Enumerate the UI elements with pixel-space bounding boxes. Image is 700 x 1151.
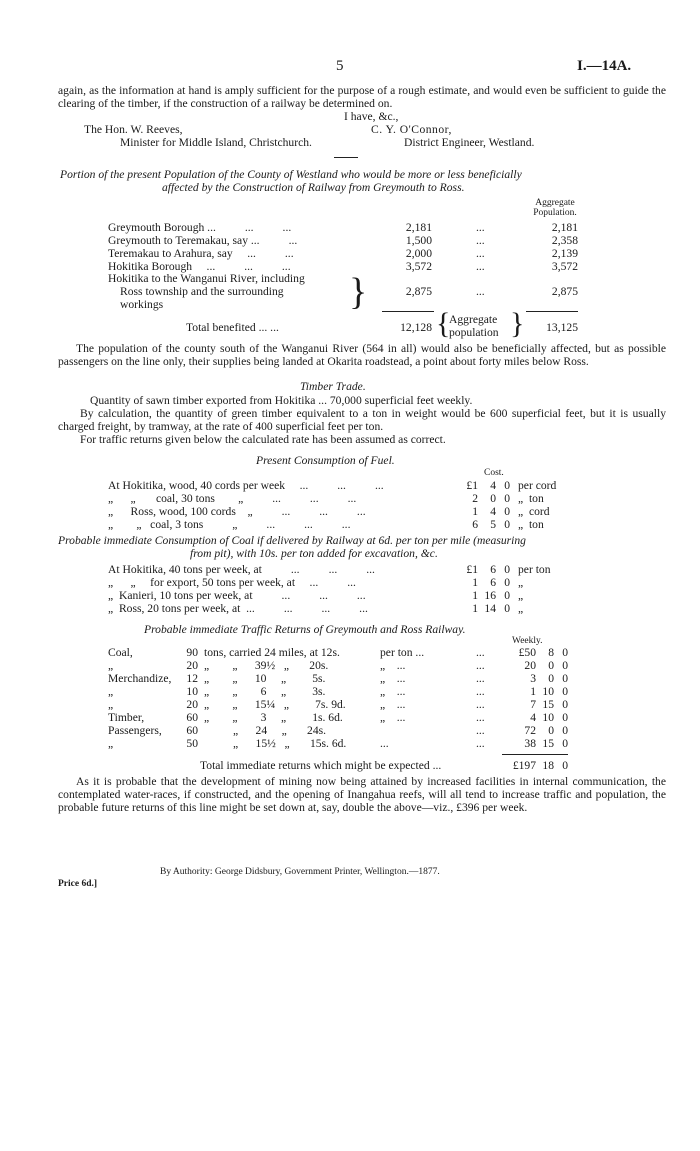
traffic-row-dots: ... bbox=[476, 646, 485, 659]
traffic-row-pence: 0 bbox=[562, 711, 568, 724]
traffic-row-pounds: £50 bbox=[518, 646, 536, 659]
traffic-row-per: „ ... bbox=[380, 711, 406, 724]
traffic-row-per: „ ... bbox=[380, 659, 406, 672]
traffic-row-pounds: 3 bbox=[530, 672, 536, 685]
fuel-row-pence: 0 bbox=[504, 492, 510, 505]
traffic-total-label: Total immediate returns which might be expected ... bbox=[200, 759, 442, 772]
traffic-row-quantity: 50 bbox=[186, 737, 198, 750]
population-row-dots: ... bbox=[476, 234, 485, 247]
fuel-cost-head: Cost. bbox=[484, 468, 504, 478]
traffic-row-rate: „ „ 15¼ „ 7s. 9d. bbox=[204, 698, 346, 711]
timber-heading: Timber Trade. bbox=[300, 380, 366, 393]
population-row-aggregate: 2,139 bbox=[551, 247, 578, 260]
traffic-row-quantity: 10 bbox=[186, 685, 198, 698]
traffic-row-quantity: 60 bbox=[186, 711, 198, 724]
total-aggregate-label-1: Aggregate bbox=[449, 313, 498, 326]
fuel-row-shillings: 5 bbox=[490, 518, 496, 531]
timber-line-1: Quantity of sawn timber exported from Hokitika ... 70,000 superficial feet weekly. bbox=[90, 394, 473, 407]
coal-row-pounds: 1 bbox=[472, 602, 478, 615]
timber-line-3: For traffic returns given below the calculated rate has been assumed as correct. bbox=[80, 433, 446, 446]
traffic-row-rate: „ 24 „ 24s. bbox=[204, 724, 327, 737]
traffic-row-dots: ... bbox=[476, 737, 485, 750]
traffic-row-shillings: 15 bbox=[542, 737, 554, 750]
traffic-row-shillings: 15 bbox=[542, 698, 554, 711]
addressee-name: The Hon. W. Reeves, bbox=[84, 123, 183, 136]
population-row-value: 2,000 bbox=[405, 247, 432, 260]
sign-off: I have, &c., bbox=[344, 110, 399, 123]
population-rule-2 bbox=[526, 311, 578, 312]
fuel-row-label: „ „ coal, 3 tons „ ... ... ... bbox=[108, 518, 351, 531]
traffic-row-quantity: 20 bbox=[186, 698, 198, 711]
traffic-row-item: „ bbox=[108, 737, 114, 750]
south-population-paragraph: The population of the county south of the Wanganui River (564 in all) would also be beneficially affected, but as possible passengers on the line only, their supplies being landed at Okarita roadstead, a point about forty miles below Ross. bbox=[58, 342, 666, 368]
traffic-row-item: Timber, bbox=[108, 711, 145, 724]
traffic-row-pence: 0 bbox=[562, 698, 568, 711]
intro-paragraph: again, as the information at hand is amply sufficient for the purpose of a rough estimate, and would even be sufficient to guide the clearing of the timber, if the construction of a railway be determined on. bbox=[58, 84, 666, 110]
traffic-row-pounds: 72 bbox=[524, 724, 536, 737]
traffic-weekly-head: Weekly. bbox=[512, 636, 543, 646]
traffic-row-shillings: 0 bbox=[548, 724, 554, 737]
coal-row-unit: „ bbox=[518, 602, 524, 615]
fuel-row-pounds: 6 bbox=[472, 518, 478, 531]
coal-row-label: „ „ for export, 50 tons per week, at ... ... bbox=[108, 576, 356, 589]
fuel-row-unit: per cord bbox=[518, 479, 557, 492]
population-row-label: Teremakau to Arahura, say ... ... bbox=[108, 247, 294, 260]
ross-label-1: Hokitika to the Wanganui River, including bbox=[108, 272, 305, 285]
coal-row-shillings: 6 bbox=[490, 563, 496, 576]
traffic-row-rate: „ „ 6 „ 3s. bbox=[204, 685, 326, 698]
ross-dots: ... bbox=[476, 285, 485, 298]
traffic-row-shillings: 0 bbox=[548, 659, 554, 672]
fuel-row-label: „ „ coal, 30 tons „ ... ... ... bbox=[108, 492, 357, 505]
traffic-row-pounds: 7 bbox=[530, 698, 536, 711]
signer-name: C. Y. O'Connor, bbox=[371, 123, 452, 136]
coal-row-pence: 0 bbox=[504, 602, 510, 615]
population-heading-line-2: affected by the Construction of Railway from Greymouth to Ross. bbox=[162, 181, 465, 194]
fuel-row-label: At Hokitika, wood, 40 cords per week ... ... ... bbox=[108, 479, 384, 492]
population-row-label: Hokitika Borough ... ... ... bbox=[108, 260, 291, 273]
coal-row-pounds: 1 bbox=[472, 576, 478, 589]
traffic-row-pounds: 38 bbox=[524, 737, 536, 750]
traffic-row-rate: „ „ 39½ „ 20s. bbox=[204, 659, 329, 672]
traffic-row-pounds: 20 bbox=[524, 659, 536, 672]
traffic-row-rate: „ „ 10 „ 5s. bbox=[204, 672, 326, 685]
timber-paragraph: By calculation, the quantity of green timber equivalent to a ton in weight would be 600 superficial feet, but it is usually charged freight, by tramway, at the rate of 400 superficial feet per ton. bbox=[58, 407, 666, 433]
coal-row-label: At Hokitika, 40 tons per week, at ... ... ... bbox=[108, 563, 375, 576]
signer-title: District Engineer, Westland. bbox=[404, 136, 535, 149]
coal-row-pence: 0 bbox=[504, 563, 510, 576]
total-aggregate-label-2: population bbox=[449, 326, 499, 339]
fuel-row-pence: 0 bbox=[504, 518, 510, 531]
traffic-row-per: per ton ... bbox=[380, 646, 425, 659]
fuel-row-unit: „ ton bbox=[518, 518, 544, 531]
fuel-row-pence: 0 bbox=[504, 505, 510, 518]
population-row-dots: ... bbox=[476, 260, 485, 273]
coal-heading-line-1: Probable immediate Consumption of Coal if delivered by Railway at 6d. per ton per mile (measuring bbox=[58, 534, 526, 547]
population-rule-1 bbox=[382, 311, 434, 312]
traffic-row-pounds: 4 bbox=[530, 711, 536, 724]
aggregate-column-head-1: Aggregate bbox=[535, 198, 575, 208]
traffic-row-pence: 0 bbox=[562, 659, 568, 672]
fuel-heading: Present Consumption of Fuel. bbox=[256, 454, 395, 467]
traffic-row-per: „ ... bbox=[380, 672, 406, 685]
traffic-row-quantity: 90 bbox=[186, 646, 198, 659]
coal-row-label: „ Ross, 20 tons per week, at ... ... ... ... bbox=[108, 602, 368, 615]
total-aggregate-value: 13,125 bbox=[546, 321, 578, 334]
coal-row-unit: „ bbox=[518, 589, 524, 602]
coal-row-label: „ Kanieri, 10 tons per week, at ... ... ... bbox=[108, 589, 366, 602]
population-row-aggregate: 2,181 bbox=[551, 221, 578, 234]
section-divider bbox=[334, 157, 358, 158]
population-row-value: 1,500 bbox=[405, 234, 432, 247]
traffic-total-pence: 0 bbox=[562, 759, 568, 772]
coal-row-shillings: 16 bbox=[484, 589, 496, 602]
coal-row-pounds: £1 bbox=[466, 563, 478, 576]
fuel-row-shillings: 4 bbox=[490, 479, 496, 492]
fuel-row-shillings: 4 bbox=[490, 505, 496, 518]
traffic-row-per: „ ... bbox=[380, 685, 406, 698]
traffic-row-shillings: 10 bbox=[542, 685, 554, 698]
fuel-row-pence: 0 bbox=[504, 479, 510, 492]
traffic-row-rate: tons, carried 24 miles, at 12s. bbox=[204, 646, 340, 659]
traffic-row-shillings: 8 bbox=[548, 646, 554, 659]
population-row-label: Greymouth Borough ... ... ... bbox=[108, 221, 292, 234]
traffic-row-dots: ... bbox=[476, 659, 485, 672]
population-row-value: 3,572 bbox=[405, 260, 432, 273]
price: Price 6d.] bbox=[58, 879, 98, 889]
coal-row-pence: 0 bbox=[504, 589, 510, 602]
traffic-row-per: ... bbox=[380, 737, 389, 750]
population-row-dots: ... bbox=[476, 221, 485, 234]
aggregate-right-brace: } bbox=[510, 307, 525, 340]
traffic-row-quantity: 12 bbox=[186, 672, 198, 685]
addressee-title: Minister for Middle Island, Christchurch. bbox=[120, 136, 312, 149]
traffic-row-rate: „ „ 3 „ 1s. 6d. bbox=[204, 711, 343, 724]
printer-authority: By Authority: George Didsbury, Government Printer, Wellington.—1877. bbox=[160, 867, 440, 877]
traffic-row-dots: ... bbox=[476, 698, 485, 711]
aggregate-left-brace: { bbox=[436, 307, 451, 340]
coal-row-shillings: 14 bbox=[484, 602, 496, 615]
population-row-dots: ... bbox=[476, 247, 485, 260]
traffic-row-quantity: 20 bbox=[186, 659, 198, 672]
fuel-row-pounds: 1 bbox=[472, 505, 478, 518]
traffic-row-quantity: 60 bbox=[186, 724, 198, 737]
traffic-row-pence: 0 bbox=[562, 724, 568, 737]
traffic-heading: Probable immediate Traffic Returns of Greymouth and Ross Railway. bbox=[144, 623, 466, 636]
traffic-row-dots: ... bbox=[476, 711, 485, 724]
coal-row-unit: „ bbox=[518, 576, 524, 589]
traffic-row-pounds: 1 bbox=[530, 685, 536, 698]
population-row-label: Greymouth to Teremakau, say ... ... bbox=[108, 234, 298, 247]
total-benefited-value: 12,128 bbox=[400, 321, 432, 334]
traffic-row-pence: 0 bbox=[562, 737, 568, 750]
fuel-row-pounds: 2 bbox=[472, 492, 478, 505]
coal-heading-line-2: from pit), with 10s. per ton added for excavation, &c. bbox=[190, 547, 438, 560]
ross-brace: } bbox=[349, 271, 368, 313]
traffic-row-shillings: 0 bbox=[548, 672, 554, 685]
ross-label-3: workings bbox=[120, 298, 164, 311]
fuel-row-label: „ Ross, wood, 100 cords „ ... ... ... bbox=[108, 505, 366, 518]
page-number: 5 bbox=[336, 58, 344, 74]
traffic-row-pence: 0 bbox=[562, 672, 568, 685]
aggregate-column-head-2: Population. bbox=[533, 208, 577, 218]
traffic-row-item: „ bbox=[108, 659, 114, 672]
ross-population: 2,875 bbox=[405, 285, 432, 298]
traffic-row-item: „ bbox=[108, 685, 114, 698]
coal-row-shillings: 6 bbox=[490, 576, 496, 589]
ross-aggregate: 2,875 bbox=[551, 285, 578, 298]
population-heading-line-1: Portion of the present Population of the County of Westland who would be more or less beneficially bbox=[60, 168, 522, 181]
ross-label-2: Ross township and the surrounding bbox=[120, 285, 284, 298]
traffic-row-dots: ... bbox=[476, 685, 485, 698]
fuel-row-unit: „ cord bbox=[518, 505, 550, 518]
traffic-row-dots: ... bbox=[476, 672, 485, 685]
traffic-row-rate: „ 15½ „ 15s. 6d. bbox=[204, 737, 347, 750]
traffic-row-shillings: 10 bbox=[542, 711, 554, 724]
population-row-value: 2,181 bbox=[405, 221, 432, 234]
final-paragraph: As it is probable that the development of mining now being attained by increased facilities in internal communication, the contemplated water-races, if constructed, and the opening of Inangahua reefs, will all tend to increase traffic and population, the probable future returns of this line might be set down at, say, double the above—viz., £396 per week. bbox=[58, 775, 666, 814]
traffic-total-shillings: 18 bbox=[542, 759, 554, 772]
traffic-row-per: „ ... bbox=[380, 698, 406, 711]
fuel-row-pounds: £1 bbox=[466, 479, 478, 492]
coal-row-pounds: 1 bbox=[472, 589, 478, 602]
traffic-row-item: „ bbox=[108, 698, 114, 711]
population-row-aggregate: 3,572 bbox=[551, 260, 578, 273]
traffic-row-pence: 0 bbox=[562, 685, 568, 698]
traffic-total-pounds: £197 bbox=[512, 759, 536, 772]
traffic-row-item: Coal, bbox=[108, 646, 133, 659]
coal-row-unit: per ton bbox=[518, 563, 551, 576]
traffic-row-item: Passengers, bbox=[108, 724, 162, 737]
fuel-row-unit: „ ton bbox=[518, 492, 544, 505]
traffic-row-item: Merchandize, bbox=[108, 672, 172, 685]
document-reference: I.—14A. bbox=[577, 58, 632, 74]
traffic-row-pence: 0 bbox=[562, 646, 568, 659]
traffic-row-dots: ... bbox=[476, 724, 485, 737]
population-row-aggregate: 2,358 bbox=[551, 234, 578, 247]
traffic-total-rule bbox=[502, 754, 568, 755]
fuel-row-shillings: 0 bbox=[490, 492, 496, 505]
total-benefited-label: Total benefited ... ... bbox=[186, 321, 279, 334]
coal-row-pence: 0 bbox=[504, 576, 510, 589]
